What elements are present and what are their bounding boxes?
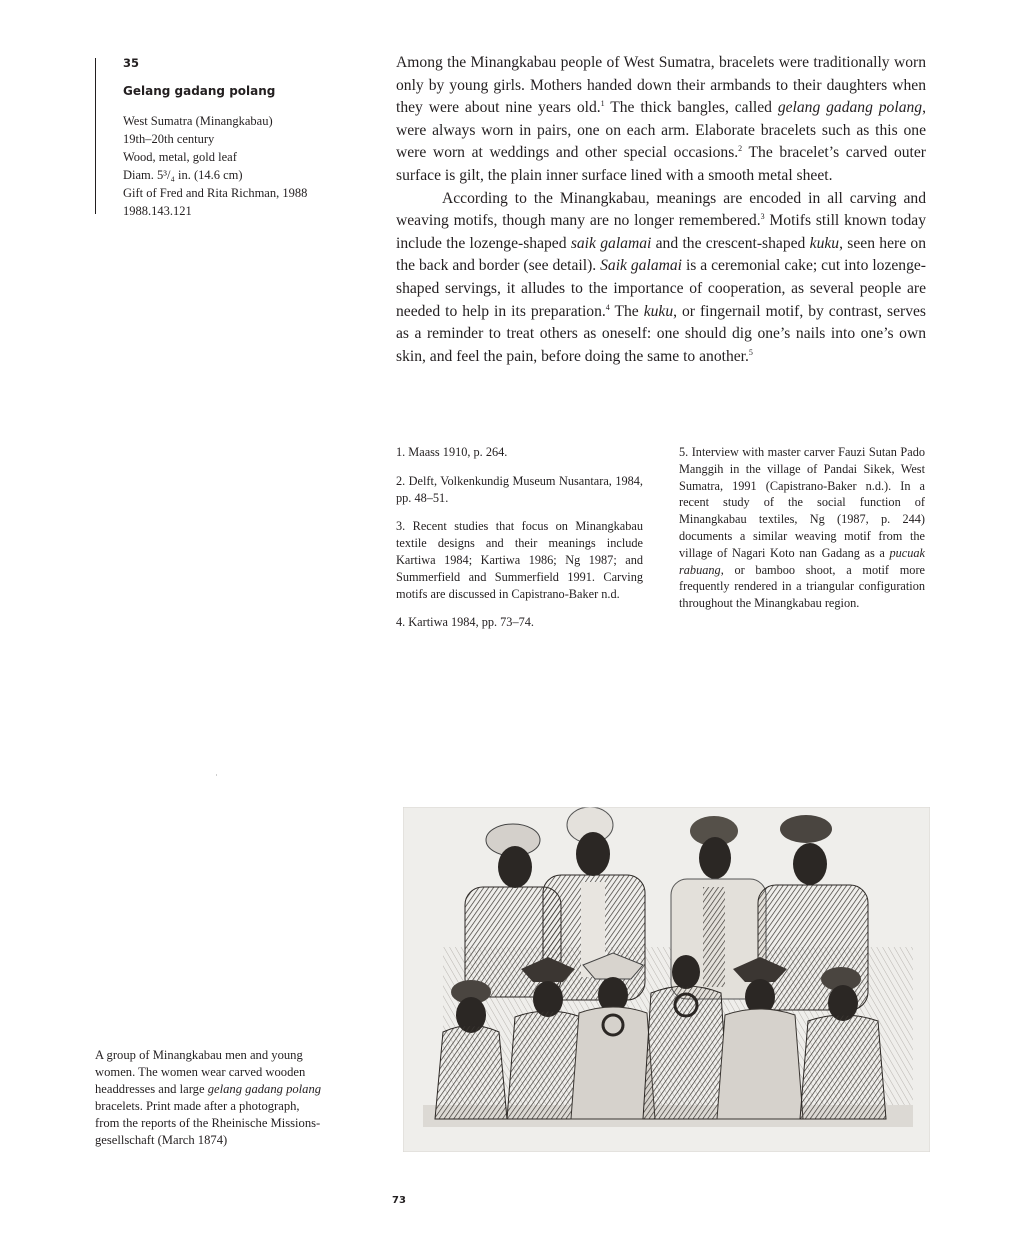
footnote-1: 1. Maass 1910, p. 264.: [396, 445, 508, 459]
catalogue-entry: [123, 56, 373, 220]
footnote-ref-1[interactable]: 1: [600, 99, 605, 108]
footnote-ref-2[interactable]: 2: [738, 144, 743, 154]
object-title: Gelang gadang polang: [123, 84, 276, 98]
notes-column-right: [679, 444, 925, 624]
object-materials: Wood, metal, gold leaf: [123, 150, 237, 164]
object-metadata: [123, 112, 373, 220]
footnote-5: 5. Interview with master carver Fauzi Sutan Pado Manggih in the village of Pandai Sikek, West Sumatra, 1991 (Capistrano-Baker n.d.). In a recent study of the social function of Minangkabau textiles, Ng (1987, p. 244) documents a similar weaving motif from the village of Nagari Koto nan Gadang as a pucuak rabuang, or bamboo shoot, a motif more frequently rendered in a triangular configuration throughout the Minangkabau region.: [679, 445, 925, 611]
object-credit-line: Gift of Fred and Rita Richman, 1988: [123, 186, 308, 200]
footnote-ref-5[interactable]: 5: [748, 347, 753, 357]
footnote-3: 3. Recent studies that focus on Minangkabau textile designs and their meanings include Kartiwa 1984; Kartiwa 1986; Ng 1987; and Summerfield and Summerfield 1991. Carving motifs are discussed in Capistrano-Baker n.d.: [396, 519, 643, 601]
essay-text: [396, 52, 926, 368]
engraving-illustration: [403, 807, 930, 1152]
essay-paragraph-2: According to the Minangkabau, meanings are encoded in all carving and weaving motifs, though many are no longer remembered.$^3$ Motifs still known today include the lozenge-shaped saik galamai and the crescent-shaped kuku, seen here on the back and border (see detail). Saik galamai is a ceremonial cake; cut into lozenge-shaped servings, it alludes to the importance of cooperation, as several people are needed to help in its preparation.$^4$ The kuku, or fingernail motif, by contrast, serves as a reminder to treat others as oneself: one should dig one’s nails into one’s own skin, and feel the pain, before doing the same to another.$^5$: [396, 189, 927, 365]
footnote-ref-4[interactable]: 4: [605, 302, 610, 312]
footnote-ref-3[interactable]: 3: [760, 211, 765, 221]
sidebar-rule: [95, 58, 96, 214]
notes-column-left: [396, 444, 643, 643]
footnote-2: 2. Delft, Volkenkundig Museum Nusantara, 1984, pp. 48–51.: [396, 473, 643, 505]
object-dimensions: Diam. 5³/₄ in. (14.6 cm): [123, 168, 243, 182]
object-accession-number: 1988.143.121: [123, 204, 192, 218]
engraving-figure: [403, 807, 930, 1152]
essay-paragraph-1: Among the Minangkabau people of West Sumatra, bracelets were traditionally worn only by young girls. Mothers handed down their armbands to their daughters when they were about nine years old.$^1$ The thick bangles, called gelang gadang polang, were always worn in pairs, one on each arm. Elaborate bracelets such as this one were worn at weddings and other special occasions.$^2$ The bracelet’s carved outer surface is gilt, the plain inner surface lined with a smooth metal sheet.: [396, 54, 926, 184]
catalogue-number: 35: [123, 56, 140, 70]
page-number: 73: [392, 1195, 406, 1206]
object-date: 19th–20th century: [123, 132, 215, 146]
print-mark: [216, 774, 217, 776]
object-origin: West Sumatra (Minangkabau): [123, 114, 273, 128]
figure-caption: A group of Minangkabau men and young women. The women wear carved wooden headdresses and large gelang gadang polang bracelets. Print made after a photograph, from the reports of the Rheinische Missions- gesellschaft (March 1874): [95, 1048, 322, 1147]
footnote-4: 4. Kartiwa 1984, pp. 73–74.: [396, 615, 534, 630]
